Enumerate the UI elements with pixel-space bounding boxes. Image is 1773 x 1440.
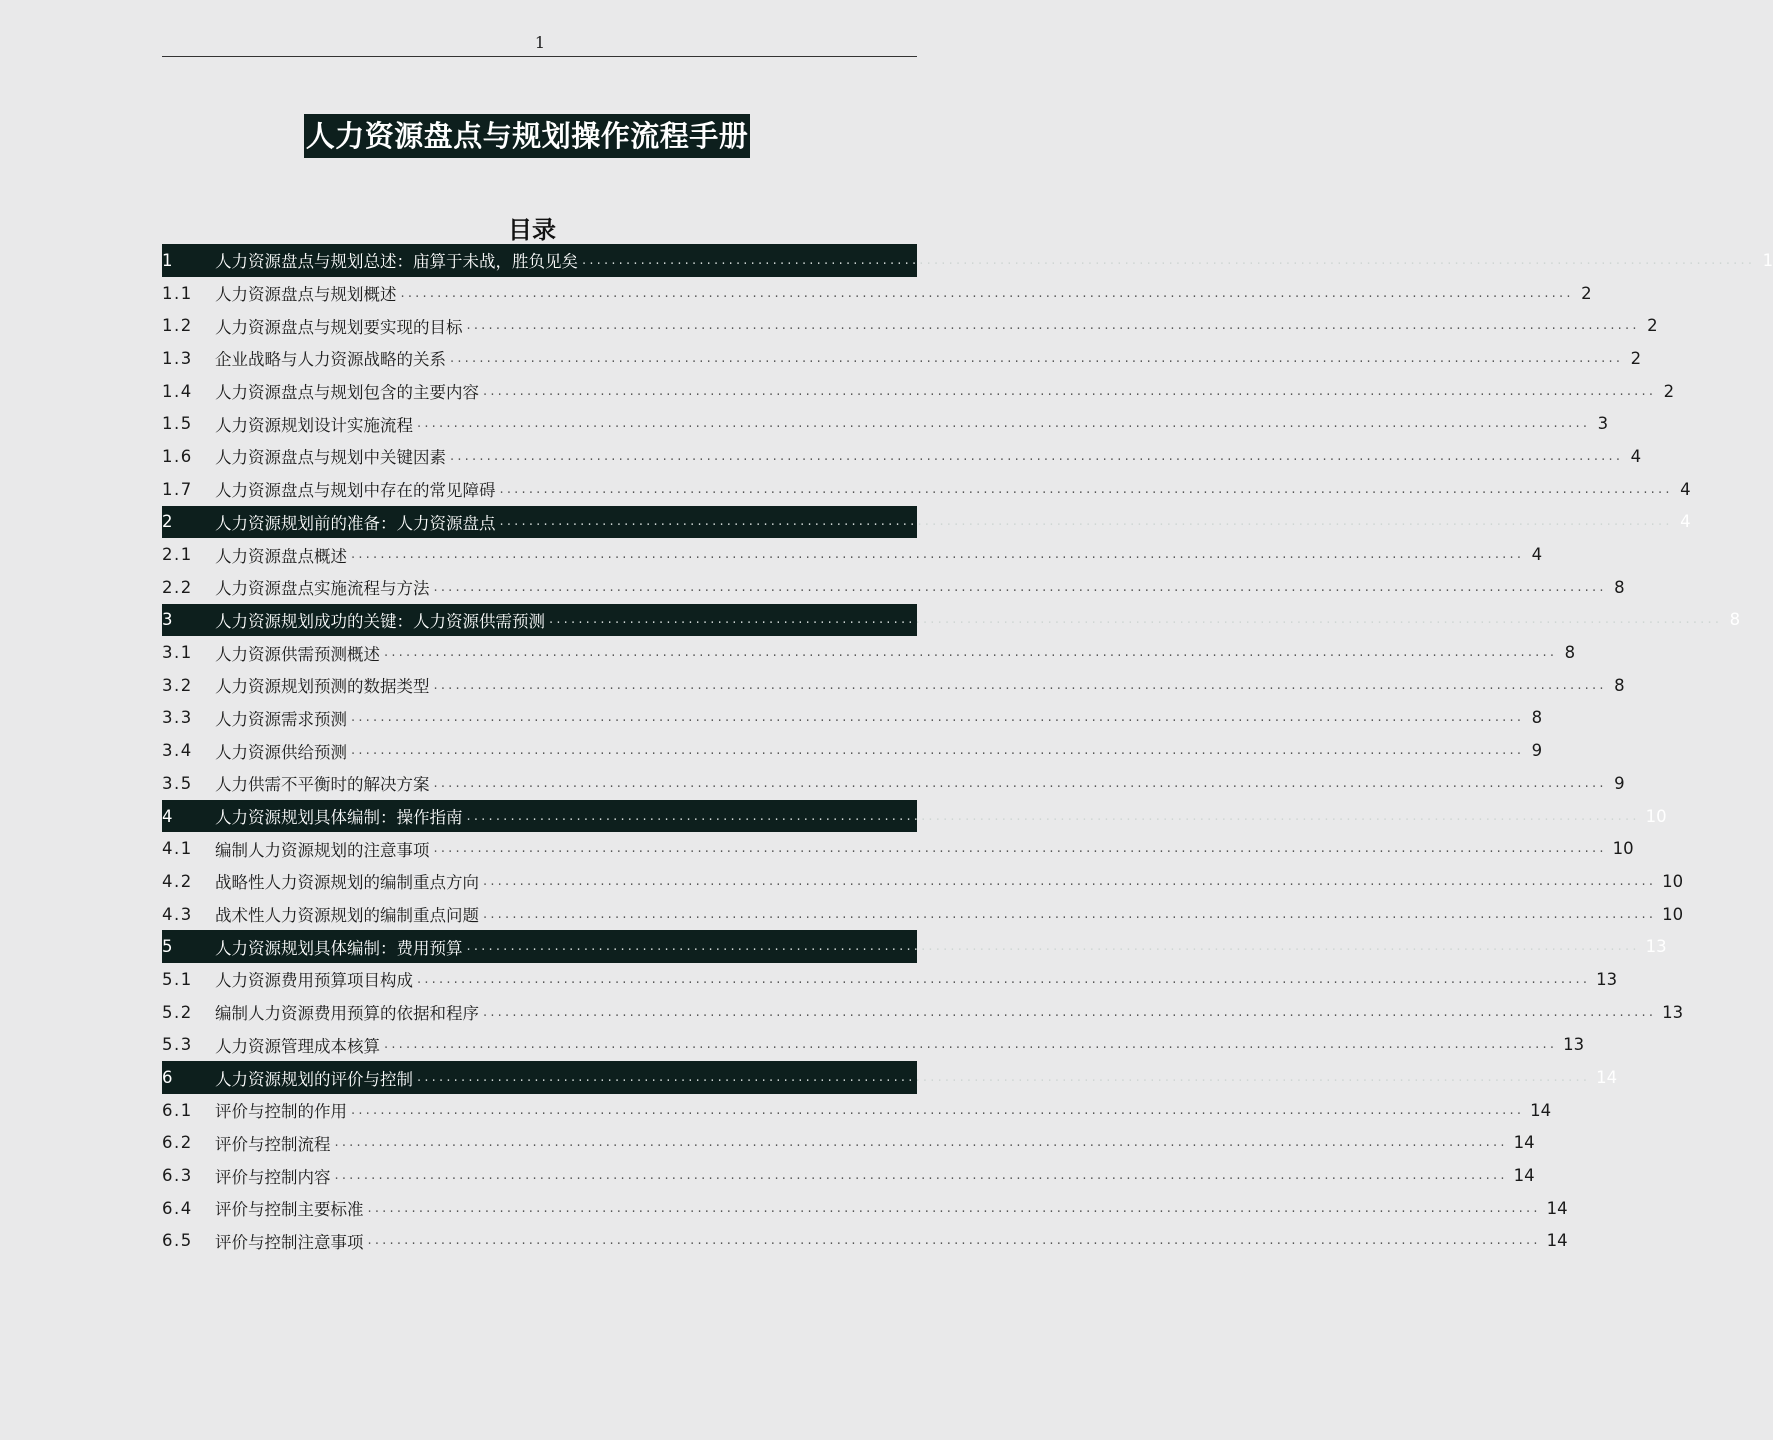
toc-entry-title: 企业战略与人力资源战略的关系 xyxy=(215,350,446,370)
toc-entry-page: 2 xyxy=(1581,283,1592,303)
toc-entry-page: 14 xyxy=(1513,1166,1535,1186)
toc-entry-page: 4 xyxy=(1680,512,1691,532)
toc-entry-title: 人力资源盘点与规划中关键因素 xyxy=(215,448,446,468)
toc-chapter-row[interactable] xyxy=(162,506,1691,539)
toc-entry-title: 人力资源盘点与规划概述 xyxy=(215,285,397,305)
toc-dot-leader: ................................................................................................................................................................ xyxy=(400,285,1574,301)
toc-section-row[interactable] xyxy=(162,865,1684,898)
toc-section-row[interactable] xyxy=(162,277,1592,310)
toc-dot-leader: ................................................................................................................................................................ xyxy=(549,612,1723,628)
toc-section-row[interactable] xyxy=(162,832,1634,865)
toc-entry-title: 评价与控制的作用 xyxy=(215,1102,347,1122)
toc-dot-leader: ................................................................................................................................................................ xyxy=(433,841,1607,857)
toc-chapter-row[interactable] xyxy=(162,604,1741,637)
toc-dot-leader: ................................................................................................................................................................ xyxy=(433,775,1607,791)
table-of-contents xyxy=(162,244,1773,1257)
toc-entry-number: 1.5 xyxy=(162,414,193,434)
title-block xyxy=(0,114,1080,158)
toc-entry-number: 1.3 xyxy=(162,348,193,368)
toc-entry-page: 2 xyxy=(1663,381,1675,401)
toc-dot-leader: ................................................................................................................................................................ xyxy=(433,677,1607,693)
toc-entry-number: 4 xyxy=(162,806,174,826)
toc-section-row[interactable] xyxy=(162,669,1625,702)
toc-section-row[interactable] xyxy=(162,1159,1535,1192)
toc-entry-title: 人力资源盘点与规划包含的主要内容 xyxy=(215,383,479,403)
toc-entry-title: 人力资源盘点与规划要实现的目标 xyxy=(215,317,463,337)
toc-section-row[interactable] xyxy=(162,963,1618,996)
toc-entry-page: 13 xyxy=(1596,969,1618,989)
toc-section-row[interactable] xyxy=(162,702,1543,735)
toc-entry-number: 1 xyxy=(162,250,174,270)
toc-entry-number: 1.7 xyxy=(162,479,193,499)
toc-entry-title: 编制人力资源费用预算的依据和程序 xyxy=(215,1004,479,1024)
toc-dot-leader: ................................................................................................................................................................ xyxy=(351,710,1525,726)
toc-entry-number: 5 xyxy=(162,937,174,957)
toc-dot-leader: ................................................................................................................................................................ xyxy=(351,547,1525,563)
toc-entry-page: 13 xyxy=(1563,1035,1585,1055)
toc-section-row[interactable] xyxy=(162,1029,1585,1062)
toc-entry-number: 6.2 xyxy=(162,1133,193,1153)
toc-entry-number: 4.2 xyxy=(162,871,193,891)
toc-entry-number: 6.3 xyxy=(162,1166,193,1186)
toc-dot-leader: ................................................................................................................................................................ xyxy=(499,481,1673,497)
toc-dot-leader: ................................................................................................................................................................ xyxy=(483,383,1657,399)
toc-chapter-row[interactable] xyxy=(162,930,1667,963)
toc-entry-number: 3.3 xyxy=(162,708,193,728)
toc-entry-title: 人力资源规划具体编制：操作指南 xyxy=(215,808,463,828)
toc-dot-leader: ................................................................................................................................................................ xyxy=(450,350,1624,366)
toc-dot-leader: ................................................................................................................................................................ xyxy=(351,1102,1525,1118)
toc-entry-page: 4 xyxy=(1531,545,1543,565)
toc-section-row[interactable] xyxy=(162,1192,1568,1225)
toc-entry-title: 人力资源盘点与规划总述：庙算于未战，胜负见矣 xyxy=(215,252,578,272)
toc-entry-number: 3.1 xyxy=(162,643,193,663)
toc-section-row[interactable] xyxy=(162,473,1691,506)
toc-dot-leader: ................................................................................................................................................................ xyxy=(466,808,1640,824)
toc-entry-page: 14 xyxy=(1546,1231,1568,1251)
toc-section-row[interactable] xyxy=(162,375,1675,408)
toc-section-row[interactable] xyxy=(162,996,1684,1029)
toc-dot-leader: ................................................................................................................................................................ xyxy=(384,645,1558,661)
toc-entry-page: 8 xyxy=(1729,610,1741,630)
toc-entry-page: 14 xyxy=(1530,1100,1552,1120)
toc-entry-number: 2.1 xyxy=(162,545,193,565)
toc-entry-page: 2 xyxy=(1647,316,1658,336)
toc-dot-leader: ................................................................................................................................................................ xyxy=(450,448,1624,464)
toc-entry-title: 人力资源盘点概述 xyxy=(215,546,347,566)
toc-entry-title: 人力资源费用预算项目构成 xyxy=(215,971,413,991)
toc-dot-leader: ................................................................................................................................................................ xyxy=(466,939,1640,955)
toc-entry-page: 4 xyxy=(1630,446,1642,466)
toc-dot-leader: ................................................................................................................................................................ xyxy=(334,1135,1508,1151)
toc-entry-number: 4.1 xyxy=(162,839,193,859)
toc-entry-title: 人力资源供需预测概述 xyxy=(215,644,380,664)
toc-section-row[interactable] xyxy=(162,767,1625,800)
toc-entry-title: 人力资源供给预测 xyxy=(215,742,347,762)
toc-entry-title: 人力供需不平衡时的解决方案 xyxy=(215,775,430,795)
toc-heading: 目录 xyxy=(508,216,556,244)
toc-entry-number: 1.4 xyxy=(162,381,193,401)
toc-entry-number: 4.3 xyxy=(162,904,193,924)
toc-section-row[interactable] xyxy=(162,309,1658,342)
toc-section-row[interactable] xyxy=(162,734,1543,767)
document-title: 人力资源盘点与规划操作流程手册 xyxy=(304,114,751,158)
toc-entry-title: 评价与控制流程 xyxy=(215,1134,331,1154)
toc-entry-number: 5.3 xyxy=(162,1035,193,1055)
toc-entry-number: 5.1 xyxy=(162,969,193,989)
toc-entry-page: 14 xyxy=(1596,1068,1618,1088)
toc-dot-leader: ................................................................................................................................................................ xyxy=(499,514,1673,530)
toc-section-row[interactable] xyxy=(162,342,1642,375)
toc-entry-title: 人力资源规划的评价与控制 xyxy=(215,1069,413,1089)
toc-section-row[interactable] xyxy=(162,1225,1568,1258)
toc-entry-page: 14 xyxy=(1513,1133,1535,1153)
toc-entry-title: 评价与控制主要标准 xyxy=(215,1200,364,1220)
toc-entry-page: 3 xyxy=(1597,414,1609,434)
toc-dot-leader: ................................................................................................................................................................ xyxy=(466,318,1640,334)
toc-section-row[interactable] xyxy=(162,538,1543,571)
toc-entry-page: 8 xyxy=(1614,675,1625,695)
toc-entry-title: 评价与控制内容 xyxy=(215,1167,331,1187)
toc-entry-title: 人力资源规划具体编制：费用预算 xyxy=(215,938,463,958)
toc-entry-page: 10 xyxy=(1645,806,1667,826)
toc-entry-page: 13 xyxy=(1645,937,1667,957)
toc-entry-title: 人力资源规划预测的数据类型 xyxy=(215,677,430,697)
toc-entry-page: 9 xyxy=(1614,773,1625,793)
toc-dot-leader: ................................................................................................................................................................ xyxy=(367,1233,1541,1249)
toc-entry-number: 1.2 xyxy=(162,316,193,336)
toc-entry-number: 6.1 xyxy=(162,1100,193,1120)
toc-section-row[interactable] xyxy=(162,407,1609,440)
toc-section-row[interactable] xyxy=(162,1127,1535,1160)
toc-entry-number: 3.5 xyxy=(162,773,193,793)
toc-dot-leader: ................................................................................................................................................................ xyxy=(384,1037,1558,1053)
toc-dot-leader: ................................................................................................................................................................ xyxy=(582,252,1756,268)
toc-entry-number: 3 xyxy=(162,610,174,630)
toc-entry-page: 4 xyxy=(1680,479,1691,499)
toc-dot-leader: ................................................................................................................................................................ xyxy=(417,1070,1591,1086)
toc-chapter-row[interactable] xyxy=(162,1061,1618,1094)
toc-dot-leader: ................................................................................................................................................................ xyxy=(417,416,1591,432)
toc-entry-number: 1.6 xyxy=(162,446,193,466)
toc-entry-title: 战略性人力资源规划的编制重点方向 xyxy=(215,873,479,893)
toc-dot-leader: ................................................................................................................................................................ xyxy=(483,1004,1657,1020)
toc-dot-leader: ................................................................................................................................................................ xyxy=(483,906,1657,922)
toc-entry-title: 人力资源需求预测 xyxy=(215,709,347,729)
toc-entry-page: 8 xyxy=(1531,708,1543,728)
toc-section-row[interactable] xyxy=(162,571,1625,604)
toc-dot-leader: ................................................................................................................................................................ xyxy=(483,873,1657,889)
page-number: 1 xyxy=(534,33,546,52)
toc-entry-page: 14 xyxy=(1546,1198,1568,1218)
toc-entry-title: 人力资源盘点与规划中存在的常见障碍 xyxy=(215,481,496,501)
toc-entry-title: 人力资源规划设计实施流程 xyxy=(215,415,413,435)
toc-entry-number: 2.2 xyxy=(162,577,193,597)
toc-entry-title: 人力资源管理成本核算 xyxy=(215,1036,380,1056)
toc-entry-title: 评价与控制注意事项 xyxy=(215,1232,364,1252)
toc-entry-title: 人力资源盘点实施流程与方法 xyxy=(215,579,430,599)
toc-entry-page: 13 xyxy=(1662,1002,1684,1022)
toc-dot-leader: ................................................................................................................................................................ xyxy=(367,1200,1541,1216)
toc-entry-title: 战术性人力资源规划的编制重点问题 xyxy=(215,906,479,926)
toc-entry-page: 10 xyxy=(1612,839,1634,859)
toc-section-row[interactable] xyxy=(162,1094,1552,1127)
toc-entry-number: 3.2 xyxy=(162,675,193,695)
toc-entry-title: 人力资源规划成功的关键：人力资源供需预测 xyxy=(215,611,545,631)
toc-entry-page: 10 xyxy=(1662,904,1684,924)
toc-dot-leader: ................................................................................................................................................................ xyxy=(433,579,1607,595)
toc-entry-number: 6.4 xyxy=(162,1198,193,1218)
toc-dot-leader: ................................................................................................................................................................ xyxy=(334,1168,1508,1184)
toc-entry-title: 人力资源规划前的准备：人力资源盘点 xyxy=(215,513,496,533)
toc-chapter-row[interactable] xyxy=(162,244,1773,277)
toc-entry-number: 3.4 xyxy=(162,741,193,761)
toc-entry-page: 9 xyxy=(1531,741,1543,761)
toc-entry-page: 8 xyxy=(1614,577,1625,597)
toc-entry-page: 2 xyxy=(1630,348,1642,368)
toc-entry-title: 编制人力资源规划的注意事项 xyxy=(215,840,430,860)
toc-dot-leader: ................................................................................................................................................................ xyxy=(351,743,1525,759)
toc-section-row[interactable] xyxy=(162,440,1642,473)
toc-entry-page: 1 xyxy=(1762,250,1773,270)
toc-section-row[interactable] xyxy=(162,898,1684,931)
toc-entry-number: 1.1 xyxy=(162,283,193,303)
toc-entry-number: 6 xyxy=(162,1068,174,1088)
header-rule xyxy=(162,56,917,57)
toc-entry-number: 2 xyxy=(162,512,174,532)
toc-dot-leader: ................................................................................................................................................................ xyxy=(417,971,1591,987)
toc-entry-page: 8 xyxy=(1564,643,1576,663)
toc-entry-page: 10 xyxy=(1662,871,1684,891)
toc-section-row[interactable] xyxy=(162,636,1576,669)
toc-chapter-row[interactable] xyxy=(162,800,1667,833)
toc-entry-number: 5.2 xyxy=(162,1002,193,1022)
toc-entry-number: 6.5 xyxy=(162,1231,193,1251)
